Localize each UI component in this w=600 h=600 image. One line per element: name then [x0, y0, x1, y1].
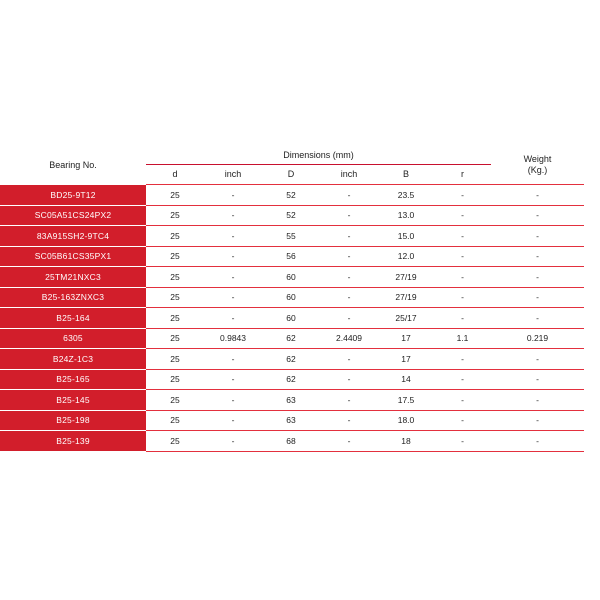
- cell-inch2: 2.4409: [336, 333, 362, 344]
- bearing-number: SC05B61CS35PX1: [0, 247, 146, 268]
- cell-r: -: [461, 210, 464, 221]
- table-row: [0, 370, 584, 391]
- cell-B: 13.0: [397, 210, 415, 221]
- table-row: [0, 349, 584, 370]
- cell-d: 25: [170, 271, 180, 282]
- cell-B: 14: [401, 374, 411, 385]
- cell-d: 25: [170, 415, 180, 426]
- cell-D: 56: [286, 251, 296, 262]
- cell-B: 27/19: [395, 271, 417, 282]
- cell-inch2: -: [347, 251, 351, 262]
- cell-B: 15.0: [397, 230, 415, 241]
- bearing-number: B25-198: [0, 411, 146, 432]
- cell-inch2: -: [347, 374, 351, 385]
- cell-inch2: -: [347, 210, 351, 221]
- cell-inch1: -: [231, 435, 235, 446]
- cell-weight: -: [536, 230, 539, 241]
- table-row: [0, 247, 584, 268]
- table-row: [0, 411, 584, 432]
- cell-B: 17: [401, 353, 411, 364]
- table-row: [0, 185, 584, 206]
- cell-weight: -: [536, 210, 539, 221]
- col-d-header: d: [172, 169, 178, 179]
- weight-header: [491, 154, 584, 176]
- cell-D: 52: [286, 210, 296, 221]
- weight-unit: (Kg.): [527, 165, 548, 175]
- cell-weight: -: [536, 251, 539, 262]
- cell-d: 25: [170, 435, 180, 446]
- cell-D: 60: [286, 312, 296, 323]
- cell-B: 17.5: [397, 394, 415, 405]
- cell-weight: 0.219: [526, 333, 549, 344]
- cell-r: -: [461, 353, 464, 364]
- bearing-number: B24Z-1C3: [0, 349, 146, 370]
- cell-weight: -: [536, 394, 539, 405]
- cell-d: 25: [170, 189, 180, 200]
- cell-inch1: 0.9843: [220, 333, 246, 344]
- cell-r: 1.1: [456, 333, 469, 344]
- cell-d: 25: [170, 353, 180, 364]
- bearing-number: B25-139: [0, 431, 146, 452]
- cell-inch2: -: [347, 353, 351, 364]
- cell-B: 18: [401, 435, 411, 446]
- col-B-header: B: [402, 169, 409, 179]
- cell-B: 27/19: [395, 292, 417, 303]
- cell-D: 68: [286, 435, 296, 446]
- cell-d: 25: [170, 374, 180, 385]
- table-row: [0, 206, 584, 227]
- cell-D: 55: [286, 230, 296, 241]
- cell-inch1: -: [231, 312, 235, 323]
- cell-weight: -: [536, 353, 539, 364]
- cell-D: 62: [286, 374, 296, 385]
- cell-inch2: -: [347, 312, 351, 323]
- cell-inch2: -: [347, 415, 351, 426]
- table-row: [0, 308, 584, 329]
- cell-inch2: -: [347, 230, 351, 241]
- cell-inch2: -: [347, 292, 351, 303]
- bearing-number: 25TM21NXC3: [0, 267, 146, 288]
- table-row: [0, 390, 584, 411]
- cell-D: 60: [286, 271, 296, 282]
- table-row: [0, 288, 584, 309]
- cell-d: 25: [170, 312, 180, 323]
- cell-B: 17: [401, 333, 411, 344]
- cell-d: 25: [170, 333, 180, 344]
- bearing-number: SC05A51CS24PX2: [0, 206, 146, 227]
- cell-r: -: [461, 189, 464, 200]
- bearing-number: B25-163ZNXC3: [0, 288, 146, 309]
- col-inch1-header: inch: [224, 169, 242, 179]
- cell-inch1: -: [231, 415, 235, 426]
- cell-weight: -: [536, 415, 539, 426]
- table-row: [0, 329, 584, 350]
- col-D-header: D: [287, 169, 295, 179]
- cell-inch2: -: [347, 435, 351, 446]
- bearing-number: B25-164: [0, 308, 146, 329]
- table-row: [0, 226, 584, 247]
- cell-inch2: -: [347, 271, 351, 282]
- cell-weight: -: [536, 435, 539, 446]
- cell-inch1: -: [231, 271, 235, 282]
- cell-weight: -: [536, 374, 539, 385]
- table-body: [0, 185, 584, 452]
- dimensions-divider: [146, 164, 491, 165]
- cell-weight: -: [536, 292, 539, 303]
- col-r-header: r: [461, 169, 464, 179]
- cell-r: -: [461, 394, 464, 405]
- bearing-number: B25-145: [0, 390, 146, 411]
- cell-d: 25: [170, 394, 180, 405]
- cell-inch1: -: [231, 374, 235, 385]
- table-row: [0, 431, 584, 452]
- cell-inch1: -: [231, 189, 235, 200]
- cell-inch1: -: [231, 210, 235, 221]
- cell-inch1: -: [231, 394, 235, 405]
- cell-weight: -: [536, 271, 539, 282]
- dimension-subheaders: [146, 169, 491, 183]
- cell-r: -: [461, 271, 464, 282]
- col-inch2-header: inch: [340, 169, 358, 179]
- cell-r: -: [461, 230, 464, 241]
- cell-D: 63: [286, 415, 296, 426]
- cell-r: -: [461, 312, 464, 323]
- bearing-number: 83A915SH2-9TC4: [0, 226, 146, 247]
- cell-d: 25: [170, 210, 180, 221]
- cell-D: 52: [286, 189, 296, 200]
- table-row: [0, 267, 584, 288]
- cell-B: 18.0: [397, 415, 415, 426]
- cell-inch2: -: [347, 189, 351, 200]
- cell-d: 25: [170, 292, 180, 303]
- weight-label: Weight: [523, 154, 552, 164]
- bearing-number: BD25-9T12: [0, 185, 146, 206]
- cell-weight: -: [536, 312, 539, 323]
- cell-d: 25: [170, 230, 180, 241]
- cell-inch1: -: [231, 292, 235, 303]
- cell-inch1: -: [231, 353, 235, 364]
- cell-D: 62: [286, 353, 296, 364]
- cell-D: 60: [286, 292, 296, 303]
- cell-B: 23.5: [397, 189, 415, 200]
- bearing-number: 6305: [0, 329, 146, 350]
- cell-weight: -: [536, 189, 539, 200]
- cell-r: -: [461, 415, 464, 426]
- cell-B: 12.0: [397, 251, 415, 262]
- cell-inch1: -: [231, 230, 235, 241]
- cell-inch2: -: [347, 394, 351, 405]
- dimensions-header: Dimensions (mm): [283, 150, 354, 160]
- bearing-table: [0, 142, 584, 452]
- cell-D: 62: [286, 333, 296, 344]
- cell-r: -: [461, 374, 464, 385]
- cell-B: 25/17: [395, 312, 417, 323]
- cell-d: 25: [170, 251, 180, 262]
- bearing-number: B25-165: [0, 370, 146, 391]
- table-header: [0, 142, 584, 184]
- cell-r: -: [461, 435, 464, 446]
- cell-D: 63: [286, 394, 296, 405]
- bearing-no-header: Bearing No.: [49, 160, 97, 170]
- cell-r: -: [461, 292, 464, 303]
- cell-r: -: [461, 251, 464, 262]
- cell-inch1: -: [231, 251, 235, 262]
